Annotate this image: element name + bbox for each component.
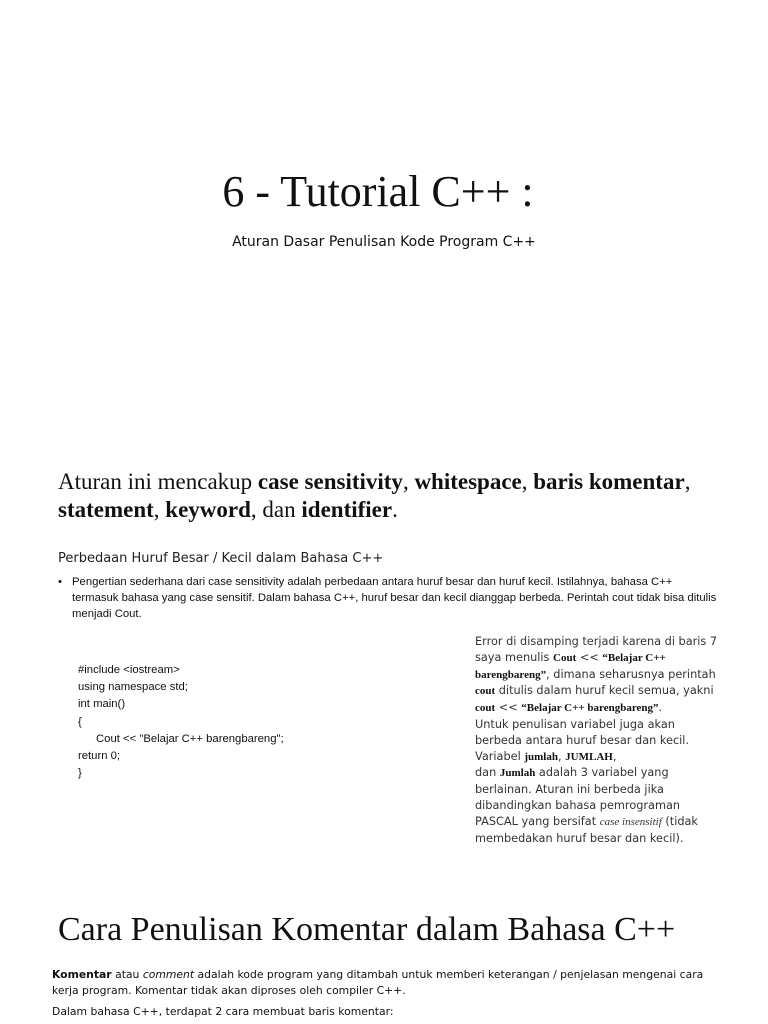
note-code: Cout (553, 651, 577, 664)
note-text: << (576, 650, 603, 664)
bullet-marker: • (58, 576, 62, 588)
note-text: , (557, 749, 566, 763)
note-code: jumlah (524, 750, 558, 763)
intro-prefix: Aturan ini mencakup (58, 469, 258, 494)
note-text: Untuk penulisan variabel juga akan berbeda antara huruf besar dan kecil. Variabel (475, 717, 690, 763)
side-note-paragraph-2 (475, 717, 720, 846)
note-code: “Belajar C++ barengbareng” (475, 651, 666, 681)
code-line: int main() (78, 698, 126, 711)
code-line: return 0; (78, 749, 121, 762)
note-text: . (658, 701, 663, 715)
code-line: Cout << "Belajar C++ barengbareng"; (96, 732, 284, 745)
note-code: Jumlah (499, 767, 536, 780)
term-statement: statement (58, 497, 154, 522)
code-line: #include <iostream> (78, 664, 180, 676)
code-line: using namespace std; (78, 681, 188, 694)
comments-paragraph (52, 967, 722, 999)
note-code: cout (475, 702, 496, 715)
note-code: “Belajar C++ barengbareng” (521, 702, 659, 715)
term-baris-komentar: baris komentar (533, 469, 685, 494)
note-code: JUMLAH (565, 750, 613, 763)
side-note (475, 634, 720, 846)
note-text: << (495, 701, 522, 715)
intro-paragraph (58, 468, 698, 524)
comments-text: adalah kode program yang ditambah untuk memberi keterangan / penjelasan mengenai cara kerja program. Komentar tidak akan diproses oleh compiler C++. (52, 968, 704, 997)
comments-term: Komentar (52, 968, 112, 981)
comments-text: atau (111, 968, 143, 981)
note-text: adalah 3 variabel yang berlainan. Aturan ini berbeda jika dibandingkan bahasa pemrograman PASCAL yang bersifat (475, 766, 681, 828)
note-text: Error di disamping terjadi karena di baris 7 saya menulis (475, 635, 718, 664)
note-text: , (612, 749, 617, 763)
bullet-text: Pengertian sederhana dari case sensitivity adalah perbedaan antara huruf besar dan huruf kecil. Istilahnya, bahasa C++ termasuk bahasa yang case sensitif. Dalam bahasa C++, huruf besar dan kecil dianggap berbeda. Perintah cout tidak bisa ditulis menjadi Cout. (72, 576, 717, 621)
code-line: { (78, 715, 82, 728)
page-subtitle: Aturan Dasar Penulisan Kode Program C++ (232, 234, 536, 250)
intro-separator: , (521, 469, 534, 494)
intro-separator: , dan (250, 497, 302, 522)
term-case-sensitivity: case sensitivity (257, 469, 403, 494)
side-note-paragraph-1 (475, 634, 720, 717)
note-text: (tidak membedakan huruf besar dan kecil). (475, 814, 698, 845)
comments-italic: comment (142, 968, 195, 981)
intro-suffix: . (392, 497, 398, 522)
term-whitespace: whitespace (414, 469, 522, 494)
intro-separator: , (684, 469, 691, 494)
page-title: 6 - Tutorial C++ : (222, 167, 534, 216)
comments-line: Dalam bahasa C++, terdapat 2 cara membuat baris komentar: (52, 1005, 394, 1018)
note-text: ditulis dalam huruf kecil semua, yakni (495, 684, 714, 698)
note-text: dan (475, 766, 500, 780)
code-line: } (78, 767, 82, 780)
intro-separator: , (153, 497, 166, 522)
bullet-item (58, 574, 718, 623)
note-code: cout (475, 685, 496, 698)
comments-heading: Cara Penulisan Komentar dalam Bahasa C++ (58, 911, 676, 948)
section-heading: Perbedaan Huruf Besar / Kecil dalam Bahasa C++ (58, 551, 384, 566)
note-italic: case insensitif (599, 815, 662, 828)
intro-separator: , (402, 469, 415, 494)
term-identifier: identifier (301, 497, 393, 522)
note-text: , dimana seharusnya perintah (546, 667, 716, 681)
term-keyword: keyword (165, 497, 251, 522)
code-block (78, 662, 378, 782)
